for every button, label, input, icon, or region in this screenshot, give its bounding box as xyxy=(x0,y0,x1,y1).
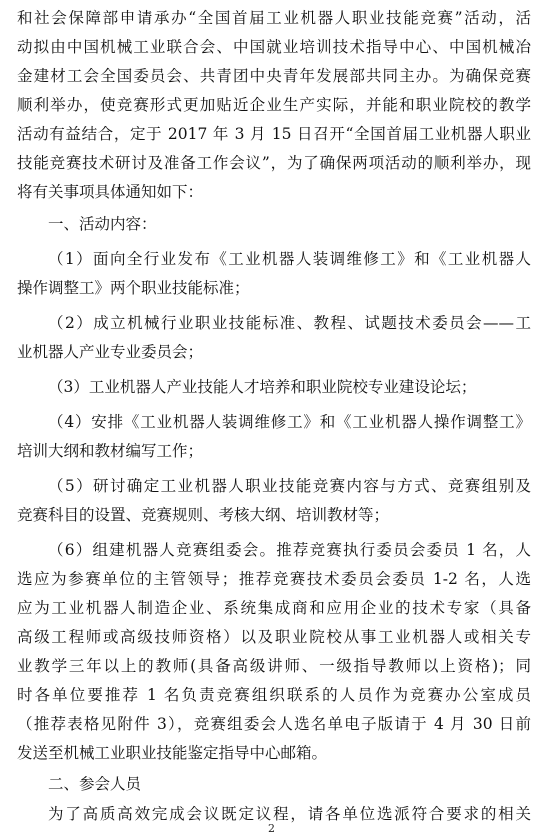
list-item-line: 发送至机械工业职业技能鉴定指导中心邮箱。 xyxy=(17,744,328,762)
list-item-line: 竞赛科目的设置、竞赛规则、考核大纲、培训教材等； xyxy=(17,506,390,524)
list-item-line: （4）安排《工业机器人装调维修工》和《工业机器人操作调整工》 xyxy=(48,413,531,431)
section-heading: 一、活动内容： xyxy=(48,215,157,233)
paragraph-line: 技能竞赛技术研讨及准备工作会议”，为了确保两项活动的顺利举办，现 xyxy=(17,154,531,172)
list-item-line: （推荐表格见附件 3），竞赛组委会人选名单电子版请于 4 月 30 日前 xyxy=(17,715,531,733)
page-number: 2 xyxy=(268,822,275,835)
list-item-line: 培训大纲和教材编写工作； xyxy=(17,442,204,460)
paragraph-line: 为了高质高效完成会议既定议程，请各单位选派符合要求的相关 xyxy=(48,805,531,823)
paragraph-line: 金建材工会全国委员会、共青团中央青年发展部共同主办。为确保竞赛 xyxy=(17,67,531,85)
section-heading: 二、参会人员 xyxy=(48,775,142,793)
list-item-line: （1）面向全行业发布《工业机器人装调维修工》和《工业机器人 xyxy=(48,250,531,268)
list-item-line: 操作调整工》两个职业技能标准； xyxy=(17,279,250,297)
list-item-line: （3）工业机器人产业技能人才培养和职业院校专业建设论坛； xyxy=(48,378,477,396)
list-item-line: 业机器人产业专业委员会； xyxy=(17,343,204,361)
list-item-line: 应为工业机器人制造企业、系统集成商和应用企业的技术专家（具备 xyxy=(17,599,531,617)
paragraph-line: 将有关事项具体通知如下： xyxy=(17,183,204,201)
paragraph-line: 顺利举办，使竞赛形式更加贴近企业生产实际，并能和职业院校的教学 xyxy=(17,96,531,114)
list-item-line: （5）研讨确定工业机器人职业技能竞赛内容与方式、竞赛组别及 xyxy=(48,477,531,495)
list-item-line: 选应为参赛单位的主管领导；推荐竞赛技术委员会委员 1-2 名，人选 xyxy=(17,570,531,588)
paragraph-line: 和社会保障部申请承办“全国首届工业机器人职业技能竞赛”活动，活 xyxy=(17,9,531,27)
paragraph-line: 动拟由中国机械工业联合会、中国就业培训技术指导中心、中国机械冶 xyxy=(17,38,531,56)
list-item-line: （2）成立机械行业职业技能标准、教程、试题技术委员会——工 xyxy=(48,314,531,332)
list-item-line: 业教学三年以上的教师(具备高级讲师、一级指导教师以上资格)；同 xyxy=(17,657,531,675)
list-item-line: 高级工程师或高级技师资格）以及职业院校从事工业机器人或相关专 xyxy=(17,628,531,646)
list-item-line: 时各单位要推荐 1 名负责竞赛组织联系的人员作为竞赛办公室成员 xyxy=(17,686,531,704)
paragraph-line: 活动有益结合，定于 2017 年 3 月 15 日召开“全国首届工业机器人职业 xyxy=(17,125,531,143)
list-item-line: （6）组建机器人竞赛组委会。推荐竞赛执行委员会委员 1 名，人 xyxy=(48,541,531,559)
